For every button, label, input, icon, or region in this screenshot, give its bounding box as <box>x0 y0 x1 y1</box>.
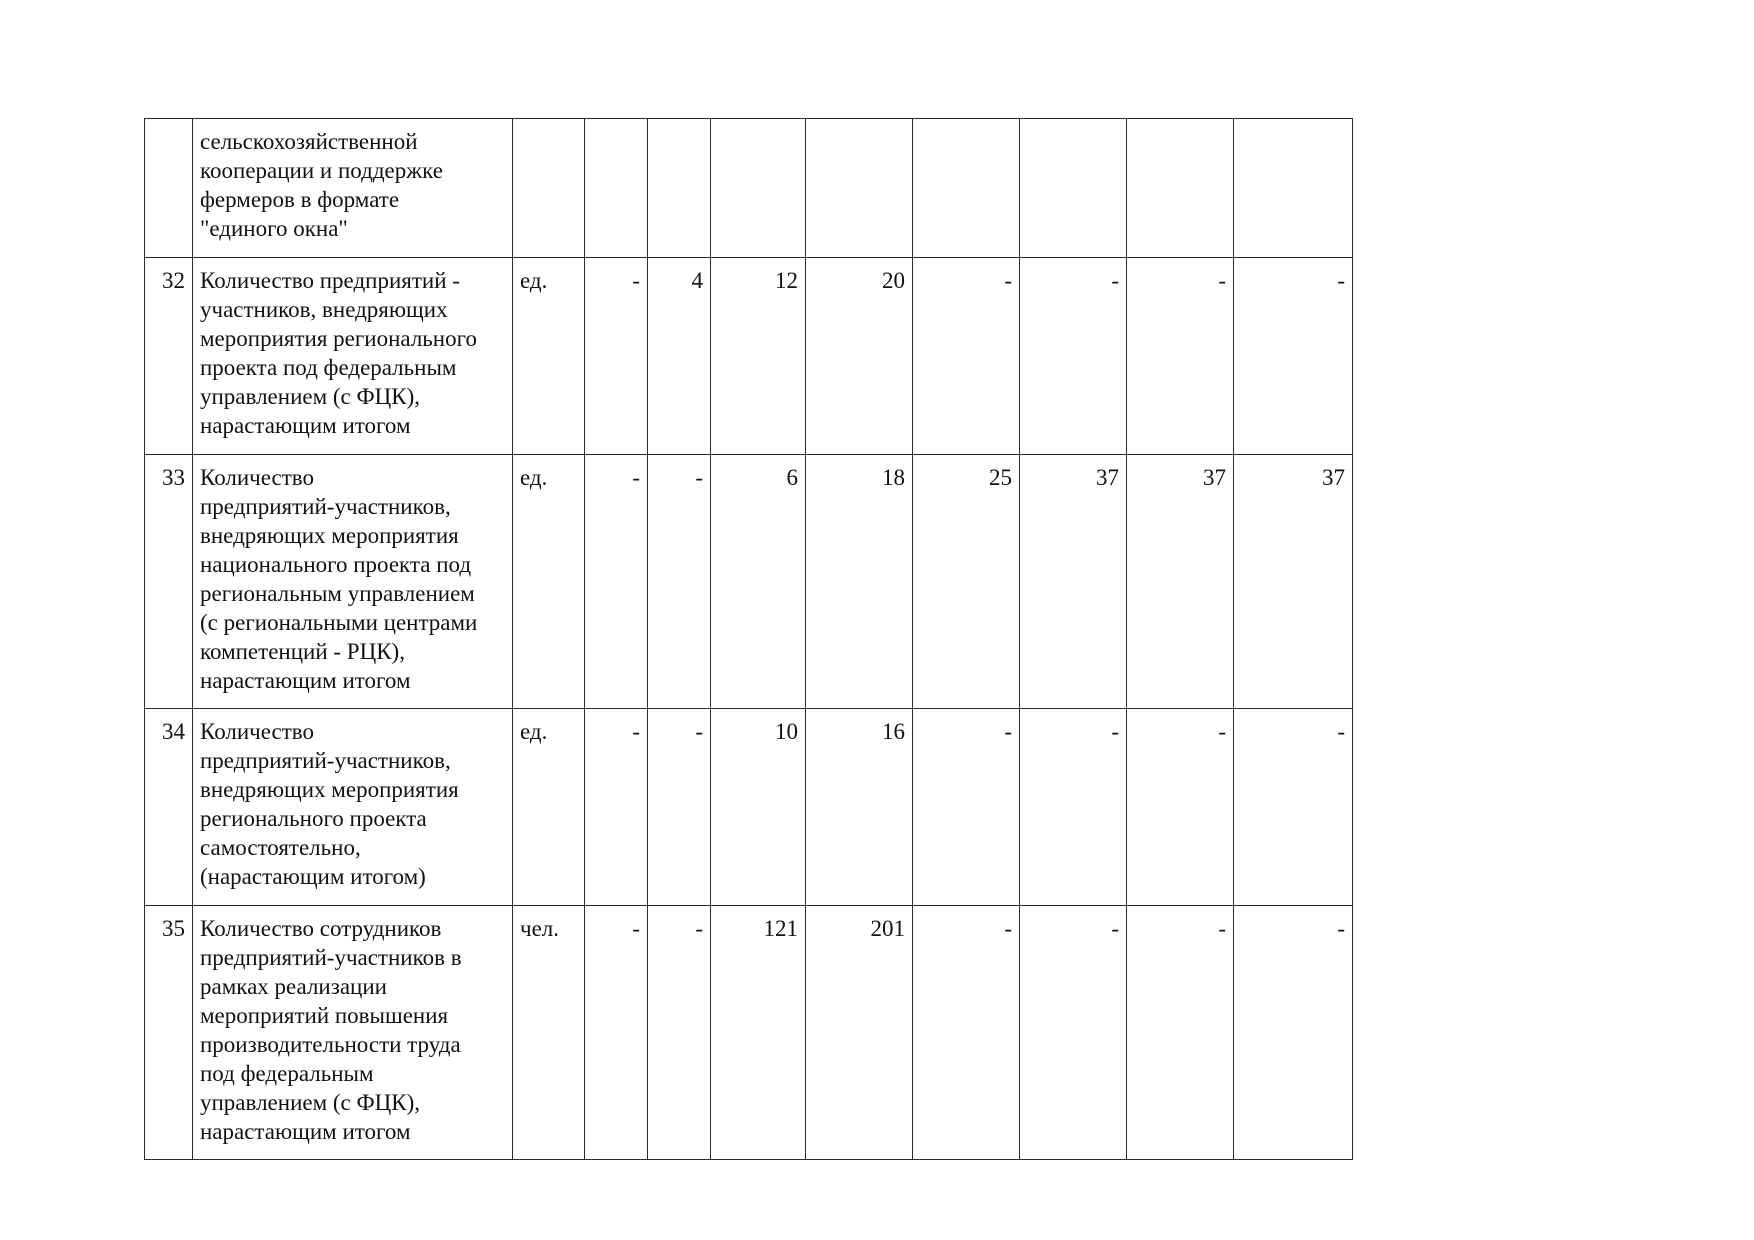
row-number-cell: 35 <box>145 906 193 1160</box>
value-cell: - <box>648 455 711 709</box>
indicator-description-cell: сельскохозяйственной кооперации и поддержке фермеров в формате "единого окна" <box>193 119 513 258</box>
table-row <box>145 906 1353 1160</box>
table-row <box>145 455 1353 709</box>
value-cell: 201 <box>806 906 913 1160</box>
indicator-description-cell: Количество предприятий-участников, внедряющих мероприятия национального проекта под региональным управлением (с региональными центрами компетенций - РЦК), нарастающим итогом <box>193 455 513 709</box>
value-cell <box>711 119 806 258</box>
indicator-description-cell: Количество предприятий-участников, внедряющих мероприятия регионального проекта самостоятельно, (нарастающим итогом) <box>193 709 513 906</box>
value-cell: - <box>1020 258 1127 455</box>
value-cell: 20 <box>806 258 913 455</box>
indicators-table <box>144 118 1353 1160</box>
value-cell: 37 <box>1127 455 1234 709</box>
value-cell: - <box>585 906 648 1160</box>
value-cell: 6 <box>711 455 806 709</box>
row-number-cell: 32 <box>145 258 193 455</box>
row-number-cell: 34 <box>145 709 193 906</box>
table-row <box>145 119 1353 258</box>
indicator-description-cell: Количество сотрудников предприятий-участников в рамках реализации мероприятий повышения производительности труда под федеральным управлением (с ФЦК), нарастающим итогом <box>193 906 513 1160</box>
value-cell: 12 <box>711 258 806 455</box>
value-cell: 37 <box>1020 455 1127 709</box>
value-cell: 18 <box>806 455 913 709</box>
value-cell <box>648 119 711 258</box>
value-cell: - <box>585 709 648 906</box>
value-cell: - <box>585 258 648 455</box>
value-cell: - <box>913 906 1020 1160</box>
value-cell: - <box>585 455 648 709</box>
value-cell <box>1020 119 1127 258</box>
value-cell: - <box>648 906 711 1160</box>
value-cell: - <box>1127 709 1234 906</box>
value-cell <box>913 119 1020 258</box>
value-cell <box>806 119 913 258</box>
value-cell: - <box>1234 258 1353 455</box>
value-cell: - <box>1127 906 1234 1160</box>
value-cell: 16 <box>806 709 913 906</box>
indicator-description-cell: Количество предприятий - участников, внедряющих мероприятия регионального проекта под федеральным управлением (с ФЦК), нарастающим итогом <box>193 258 513 455</box>
value-cell: - <box>913 258 1020 455</box>
value-cell: - <box>648 709 711 906</box>
value-cell: 4 <box>648 258 711 455</box>
value-cell: - <box>1020 709 1127 906</box>
value-cell: - <box>913 709 1020 906</box>
value-cell <box>585 119 648 258</box>
value-cell: 25 <box>913 455 1020 709</box>
row-number-cell <box>145 119 193 258</box>
unit-cell: ед. <box>513 709 585 906</box>
value-cell <box>1127 119 1234 258</box>
table-row <box>145 709 1353 906</box>
unit-cell: ед. <box>513 455 585 709</box>
value-cell: 121 <box>711 906 806 1160</box>
value-cell: 10 <box>711 709 806 906</box>
value-cell: - <box>1234 709 1353 906</box>
table-row <box>145 258 1353 455</box>
value-cell: - <box>1127 258 1234 455</box>
value-cell <box>1234 119 1353 258</box>
value-cell: - <box>1234 906 1353 1160</box>
unit-cell: ед. <box>513 258 585 455</box>
row-number-cell: 33 <box>145 455 193 709</box>
value-cell: 37 <box>1234 455 1353 709</box>
unit-cell <box>513 119 585 258</box>
value-cell: - <box>1020 906 1127 1160</box>
unit-cell: чел. <box>513 906 585 1160</box>
